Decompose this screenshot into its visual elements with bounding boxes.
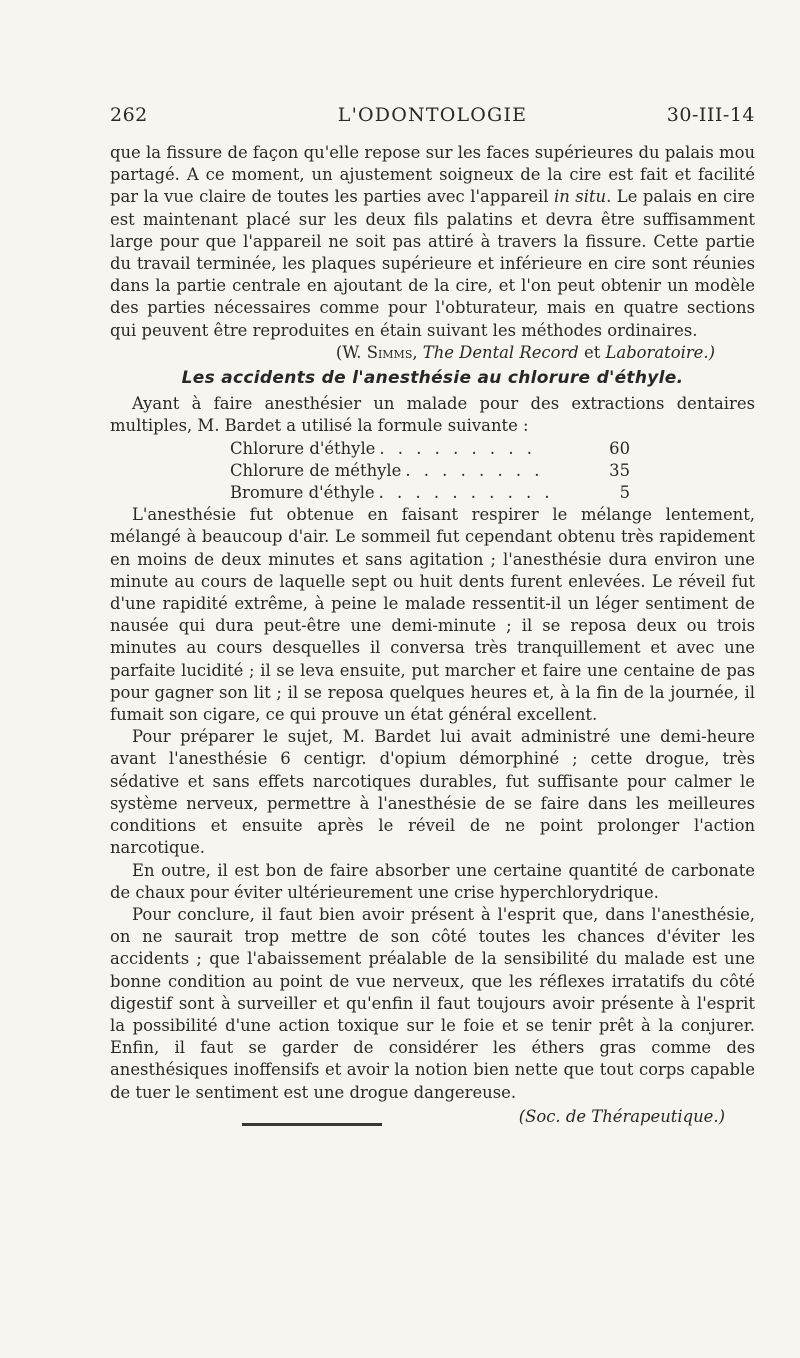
issue-date: 30-III-14: [666, 104, 755, 126]
end-rule: [242, 1123, 382, 1126]
ingredient-name: Bromure d'éthyle: [230, 483, 375, 503]
journal-page: [110, 104, 755, 1128]
leader-dots: . . . . . . . .: [405, 460, 544, 480]
article-body: [110, 142, 755, 1128]
formula-row: [230, 438, 630, 460]
journal-title: L'ODONTOLOGIE: [337, 104, 528, 126]
running-header: [110, 104, 755, 134]
ingredient-value: 5: [619, 483, 630, 503]
citation-separator: ,: [412, 342, 423, 362]
ingredient-name: Chlorure de méthyle: [230, 460, 402, 480]
formula-table: [230, 438, 630, 505]
ingredient-value: 60: [609, 438, 630, 458]
paragraph: En outre, il est bon de faire absorber une certaine quantité de carbonate de chaux pour éviter ultérieurement une crise hyperchlorydrique.: [110, 860, 755, 902]
source-citation: (Soc. de Thérapeutique.): [518, 1106, 725, 1126]
citation-journal-2: Laboratoire.): [605, 342, 715, 362]
latin-term: in situ: [554, 187, 607, 207]
ingredient-name: Chlorure d'éthyle: [230, 438, 376, 458]
paragraph: Pour conclure, il faut bien avoir présent à l'esprit que, dans l'anesthésie, on ne saurait trop mettre de son côté toutes les chances d'éviter les accidents ; que l'abaissement préalable de la sensibilité du malade est une bonne condition au point de vue nerveux, que les réflexes irratatifs du côté digestif sont à surveiller et qu'enfin il faut toujours avoir présente à l'esprit la possibilité d'une action toxique sur le foie et se tenir prêt à la conjurer. Enfin, il faut se garder de considérer les éthers gras comme des anesthésiques inoffensifs et avoir la notion bien nette que tout corps capable de tuer le sentiment est une drogue dangereuse.: [110, 904, 755, 1102]
paragraph: L'anesthésie fut obtenue en faisant respirer le mélange lentement, mélangé à beaucoup d'air. Le sommeil fut cependant obtenu très rapidement en moins de deux minutes et sans agitation ; l'anesthésie dura environ une minute au cours de laquelle sept ou huit dents furent enlevées. Le réveil fut d'une rapidité extrême, à peine le malade ressentit-il un léger sentiment de nausée qui dura peut-être une demi-minute ; il se reposa deux ou trois minutes au cours desquelles il conversa très tranquillement et avec une parfaite lucidité ; il se leva ensuite, put marcher et faire une centaine de pas pour gagner son lit ; il se reposa quelques heures et, à la fin de la journée, il fumait son cigare, ce qui prouve un état général excellent.: [110, 505, 755, 725]
page-number: 262: [110, 104, 148, 126]
intro-paragraph: Ayant à faire anesthésier un malade pour des extractions dentaires multiples, M. Bardet a utilisé la formule suivante :: [110, 394, 755, 436]
formula-row: [230, 460, 630, 482]
paragraph: Pour préparer le sujet, M. Bardet lui avait administré une demi-heure avant l'anesthésie 6 centigr. d'opium démorphiné ; cette drogue, très sédative et sans effets narcotiques durables, fut suffisante pour calmer le système nerveux, permettre à l'anesthésie de se faire dans les meilleures conditions et ensuite après le réveil de ne point prolonger l'action narcotique.: [110, 727, 755, 858]
formula-row: [230, 482, 630, 504]
ingredient-value: 35: [609, 460, 630, 480]
paragraph-text: . Le palais en cire est maintenant placé sur les deux fils palatins et devra être suffisamment large pour que l'appareil ne soit pas attiré à travers la fissure. Cette partie du travail terminée, les plaques supérieure et inférieure en cire sont réunies dans la partie centrale en ajoutant de la cire, et l'on peut obtenir un modèle des parties nécessaires comme pour l'obturateur, mais en quatre sections qui peuvent être reproduites en étain suivant les méthodes ordinaires.: [110, 187, 756, 340]
paragraph-continuation: [110, 142, 755, 342]
citation-conjunction: et: [578, 342, 606, 362]
citation-open: (W.: [335, 342, 367, 362]
citation-journal: The Dental Record: [422, 342, 579, 362]
paragraph-text: que la fissure de façon qu'elle repose sur les faces supérieures du palais mou partagé. A ce moment, un ajustement soigneux de la cire est fait et facilité par la vue claire de toutes les parties avec l'appareil: [110, 143, 755, 207]
section-title: Les accidents de l'anesthésie au chlorure d'éthyle.: [181, 368, 684, 389]
leader-dots: . . . . . . . . .: [379, 438, 536, 458]
citation-author: Simms: [366, 342, 413, 362]
leader-dots: . . . . . . . . . .: [378, 483, 554, 503]
citation: [110, 342, 755, 364]
